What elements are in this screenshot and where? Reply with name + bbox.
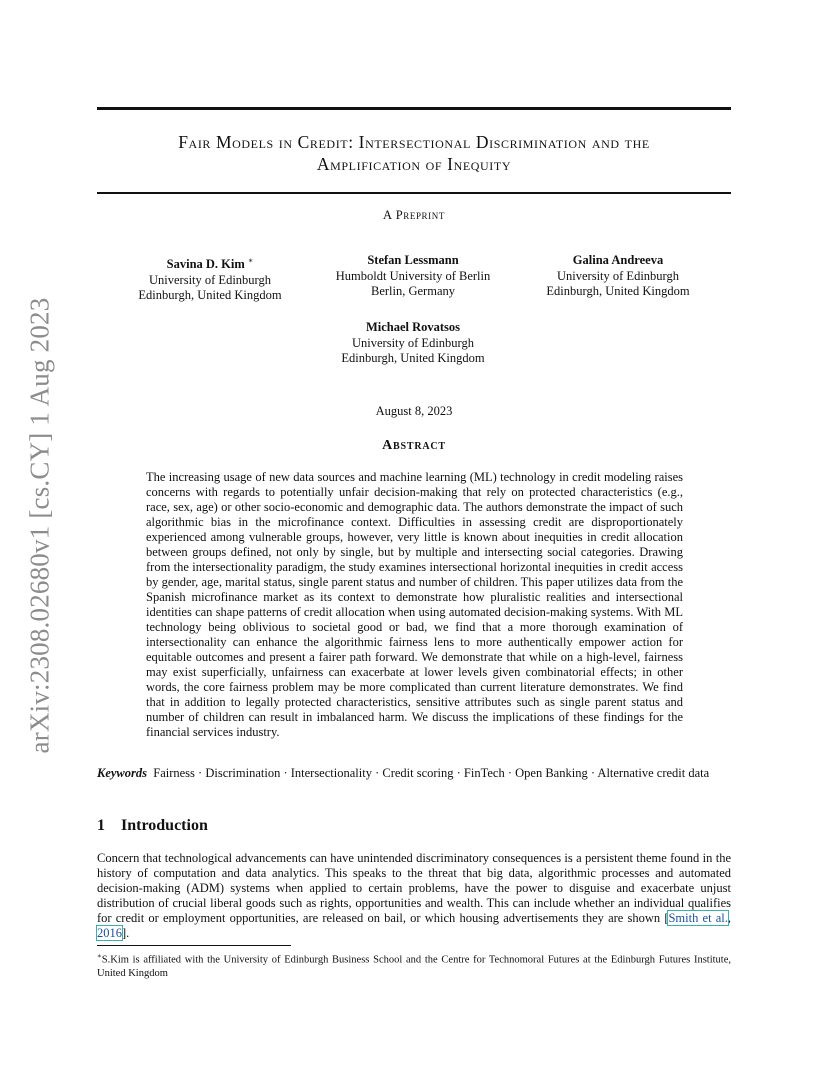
keywords-label: Keywords [97,766,147,780]
preprint-label: A Preprint [383,208,445,222]
author-block-kim [120,253,300,304]
author-location: Edinburgh, United Kingdom [138,288,282,303]
paper-title-line-2: Amplification of Inequity [316,154,512,174]
arxiv-identifier-text: arXiv:2308.02680v1 [cs.CY] 1 Aug 2023 [24,297,55,753]
title-rule-top [97,107,731,110]
author-location: Berlin, Germany [370,284,455,298]
author-name: Michael Rovatsos [365,320,461,334]
author-block-lessmann [320,253,506,300]
section-number: 1 [97,817,105,834]
author-affiliation: Humboldt University of Berlin [335,268,491,283]
arxiv-identifier-stamp [23,290,57,760]
author-affiliation: University of Edinburgh [557,268,679,283]
citation-link-author[interactable]: Smith et al. [668,911,728,925]
abstract-heading: Abstract [382,438,446,453]
keywords-line [97,766,731,781]
footnote-mark: ∗ [97,952,102,960]
author-name: Stefan Lessmann [367,253,459,267]
paper-title-line-1: Fair Models in Credit: Intersectional Discrimination and the [178,132,650,152]
author-affiliation: University of Edinburgh [149,272,271,287]
introduction-paragraph: Concern that technological advancements can have unintended discriminatory consequences is a persistent theme found in the history of computation and data analytics. This speaks to the threat that big data, algorithmic processes and automated decision-making (ADM) systems when applied to certain problems, have the power to disguise and exacerbate unjust distribution of crucial liberal goods such as rights, opportunities and wealth. This can include whether an individual qualifies for credit or employment opportunities, are released on bail, or which housing advertisements they are shown [Smith et al., 2016]. [97,851,731,940]
author-location: Edinburgh, United Kingdom [341,351,485,365]
footnote-text: S.Kim is affiliated with the University of Edinburgh Business School and the Centre for Technomoral Futures at the Edinburgh Futures Institute, United Kingdom [97,954,731,979]
keywords-list: Fairness · Discrimination · Intersectionality · Credit scoring · FinTech · Open Banking · Alternative credit data [153,766,710,780]
section-heading-introduction [97,817,208,835]
author-affiliation: University of Edinburgh [352,335,474,350]
footnote-marker[interactable]: ∗ [247,256,254,265]
author-block-andreeva [530,253,706,300]
paper-title [97,131,731,175]
publication-date: August 8, 2023 [375,404,453,418]
abstract-text: The increasing usage of new data sources and machine learning (ML) technology in credit modeling raises concerns with regards to potentially unfair decision-making that rely on protected characteristics (e.g., race, sex, age) or other socio-economic and demographic data. The authors demonstrate the impact of such algorithmic bias in the microfinance context. Difficulties in assessing credit are disproportionately experienced among vulnerable groups, however, very little is known about inequities in credit allocation between groups defined, not only by single, but by multiple and intersecting social categories. Drawing from the intersectionality paradigm, the study examines intersectional horizontal inequities in credit access by gender, age, marital status, single parent status and number of children. This paper utilizes data from the Spanish microfinance market as its context to demonstrate how pluralistic realities and intersectional identities can shape patterns of credit allocation when using automated decision-making systems. With ML technology being oblivious to societal good or bad, we find that a more thorough examination of intersectionality can enhance the algorithmic fairness lens to more authentically empower action for equitable outcomes and present a fairer path forward. We demonstrate that while on a high-level, fairness may exist superficially, unfairness can exacerbate at lower levels given combinatorial effects; in other words, the core fairness problem may be more complicated than current literature demonstrates. We find that in addition to legally protected characteristics, sensitive attributes such as single parent status and number of children can result in imbalanced harm. We discuss the implications of these findings for the financial services industry. [146,470,683,739]
author-name: Galina Andreeva [572,253,664,267]
section-title: Introduction [121,817,208,834]
author-location: Edinburgh, United Kingdom [546,284,690,298]
author-name: Savina D. Kim ∗ [166,256,254,272]
author-block-rovatsos [320,320,506,367]
title-rule-bottom [97,192,731,194]
footnote [97,950,731,981]
citation-link-year[interactable]: 2016 [97,926,122,940]
footnote-rule [97,945,291,946]
